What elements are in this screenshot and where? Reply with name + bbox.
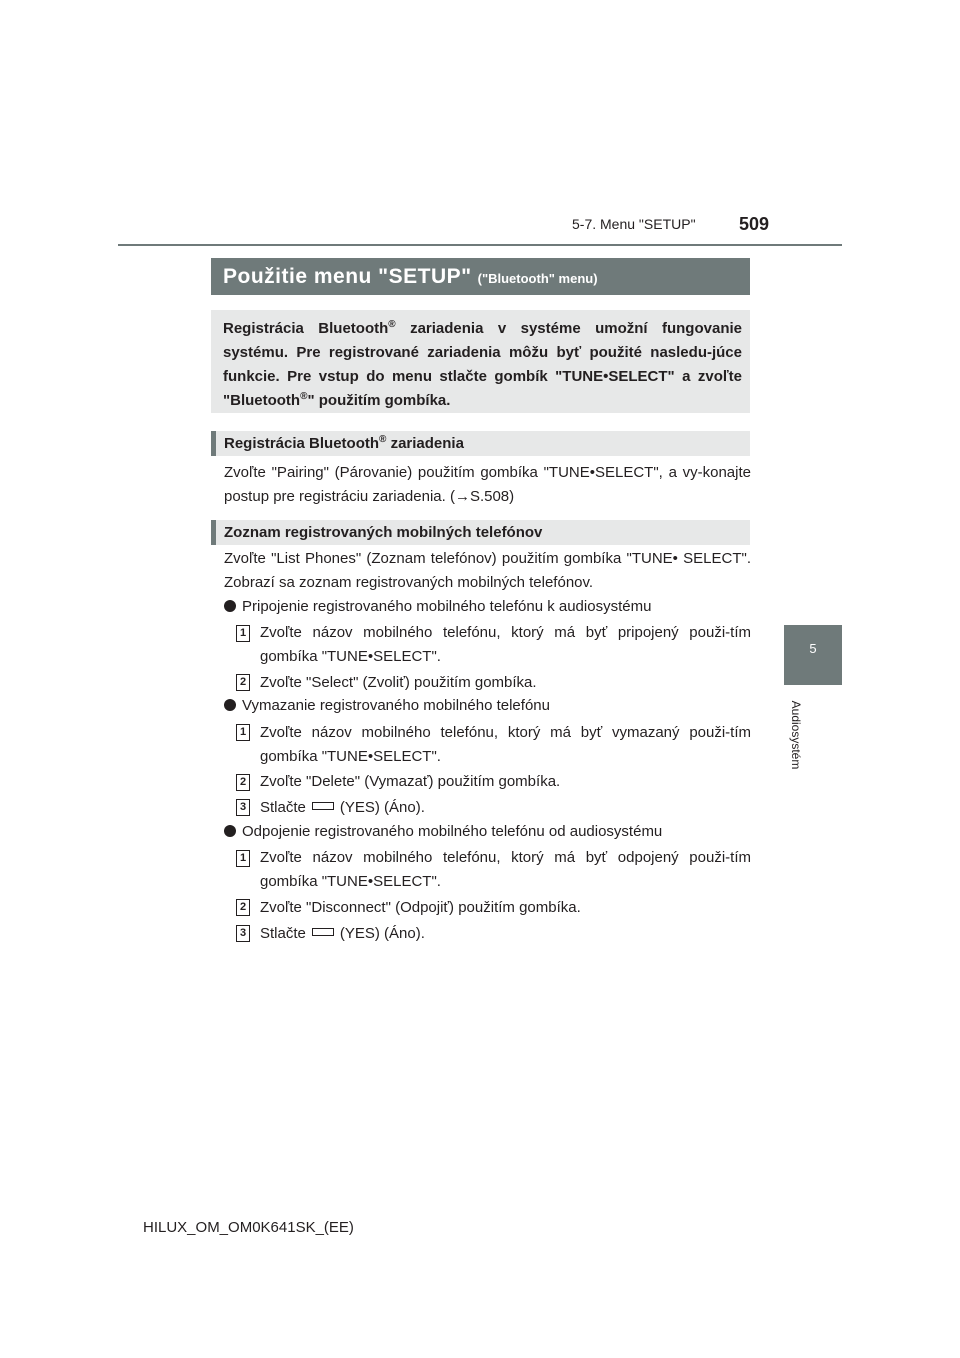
chapter-title: 5-7. Menu "SETUP" <box>572 216 696 232</box>
yes-button-icon <box>312 928 334 936</box>
step-text: Zvoľte názov mobilného telefónu, ktorý má byť pripojený použi-tím gombíka "TUNE•SELECT". <box>260 624 751 665</box>
phones-text: Zvoľte "List Phones" (Zoznam telefónov) použitím gombíka "TUNE• SELECT". Zobrazí sa zoznam registrovaných mobilných telefónov. <box>224 550 751 591</box>
step-number: 3 <box>236 925 250 942</box>
bullet-item <box>224 694 550 718</box>
footer-document-code: HILUX_OM_OM0K641SK_(EE) <box>143 1219 354 1236</box>
registration-heading-text: Registrácia Bluetooth <box>224 435 380 452</box>
bullet-item <box>224 820 662 844</box>
section-title-sub: ("Bluetooth" menu) <box>477 271 598 286</box>
step-text-after: (YES) (Áno). <box>339 925 425 942</box>
bullet-title: Odpojenie registrovaného mobilného telefónu od audiosystému <box>242 823 663 840</box>
bullet-icon <box>224 600 236 612</box>
step-number: 1 <box>236 850 250 867</box>
step-number: 3 <box>236 799 250 816</box>
step-number: 2 <box>236 899 250 916</box>
header-divider <box>118 244 842 246</box>
step-text: Zvoľte "Delete" (Vymazať) použitím gombíka. <box>260 773 561 790</box>
chapter-tab <box>784 625 842 685</box>
step-number: 1 <box>236 724 250 741</box>
registration-text: Zvoľte "Pairing" (Párovanie) použitím gombíka "TUNE•SELECT", a vy-konajte postup pre registráciu zariadenia. (→S.508) <box>224 464 751 505</box>
bullet-title: Pripojenie registrovaného mobilného telefónu k audiosystému <box>242 598 652 615</box>
registered-mark: ® <box>379 434 387 445</box>
registration-heading <box>211 431 750 456</box>
bullet-icon <box>224 825 236 837</box>
step-text <box>260 796 751 820</box>
yes-button-icon <box>312 802 334 810</box>
step-text-after: (YES) (Áno). <box>339 799 425 816</box>
section-title <box>211 258 750 295</box>
intro-text-3: " použitím gombíka. <box>307 392 451 409</box>
intro-text-1: Registrácia Bluetooth <box>223 320 389 337</box>
registered-mark: ® <box>388 319 396 330</box>
step-number: 2 <box>236 674 250 691</box>
step-text: Zvoľte "Select" (Zvoliť) použitím gombíka. <box>260 674 537 691</box>
chapter-tab-number: 5 <box>809 641 817 656</box>
step-number: 1 <box>236 625 250 642</box>
bullet-icon <box>224 699 236 711</box>
step-text <box>260 922 751 946</box>
intro-box <box>211 310 750 413</box>
step-number: 2 <box>236 774 250 791</box>
intro-text-2: zariadenia v systéme umožní fungovanie systému. Pre registrované zariadenia môžu byť použité nasledu-júce funkcie. Pre vstup do menu stlačte gombík "TUNE•SELECT" a zvoľte "Bluetooth <box>223 320 742 409</box>
phones-heading: Zoznam registrovaných mobilných telefónov <box>211 520 750 545</box>
step-text: Zvoľte názov mobilného telefónu, ktorý má byť odpojený použi-tím gombíka "TUNE•SELECT". <box>260 849 751 890</box>
step-text-before: Stlačte <box>260 799 306 816</box>
registered-mark: ® <box>300 391 308 402</box>
chapter-tab-label: Audiosystém <box>789 700 803 770</box>
registration-heading-text-2: zariadenia <box>386 435 464 452</box>
step-text: Zvoľte "Disconnect" (Odpojiť) použitím gombíka. <box>260 899 581 916</box>
step-text-before: Stlačte <box>260 925 306 942</box>
section-title-main: Použitie menu "SETUP" <box>223 264 472 288</box>
page-number: 509 <box>739 214 770 234</box>
step-text: Zvoľte názov mobilného telefónu, ktorý má byť vymazaný použi-tím gombíka "TUNE•SELECT". <box>260 724 751 765</box>
bullet-title: Vymazanie registrovaného mobilného telefónu <box>242 697 550 714</box>
bullet-item <box>224 595 651 619</box>
